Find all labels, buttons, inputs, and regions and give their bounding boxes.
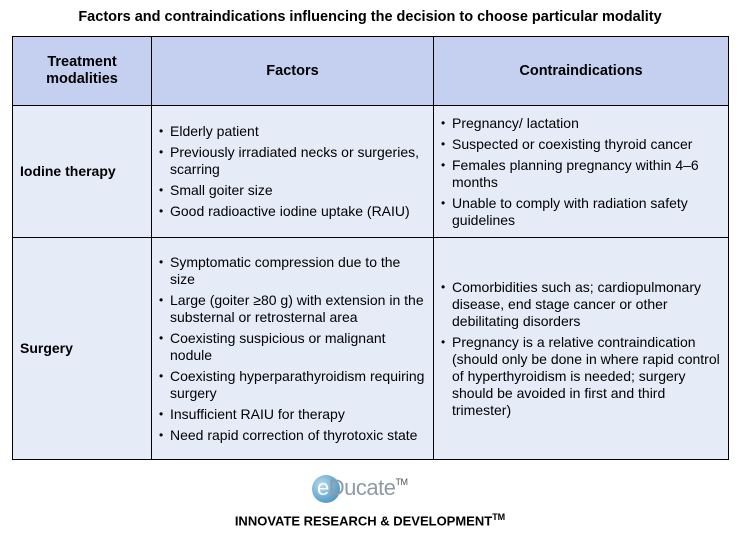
modality-cell: Surgery <box>13 238 152 460</box>
factors-cell <box>152 106 434 238</box>
table-header-row <box>13 37 729 106</box>
modality-cell: Iodine therapy <box>13 106 152 238</box>
contraindications-list <box>434 279 728 419</box>
factors-list <box>152 123 433 220</box>
list-item: • Elderly patient <box>152 123 433 140</box>
list-item: • Coexisting hyperparathyroidism requiring surgery <box>152 368 433 402</box>
header-treatment-modalities: Treatment modalities <box>13 37 152 106</box>
list-item: • Females planning pregnancy within 4–6 months <box>434 157 728 191</box>
header-factors: Factors <box>152 37 434 106</box>
logo-wordmark: eDucate™ <box>317 475 408 500</box>
trademark-mark: TM <box>492 512 506 522</box>
list-item: • Insufficient RAIU for therapy <box>152 406 433 423</box>
contraindications-cell <box>434 238 729 460</box>
list-item: • Pregnancy/ lactation <box>434 115 728 132</box>
list-item: • Symptomatic compression due to the size <box>152 254 433 288</box>
header-contraindications: Contraindications <box>434 37 729 106</box>
list-item: • Need rapid correction of thyrotoxic state <box>152 427 433 444</box>
list-item: • Unable to comply with radiation safety guidelines <box>434 195 728 229</box>
list-item: • Good radioactive iodine uptake (RAIU) <box>152 203 433 220</box>
page-title: Factors and contraindications influencing the decision to choose particular modality <box>78 9 662 25</box>
list-item: • Small goiter size <box>152 182 433 199</box>
table-row-iodine-therapy <box>13 106 729 238</box>
list-item: • Pregnancy is a relative contraindication (should only be done in where rapid control of hyperthyroidism is needed; surgery should be avoided in first and third trimester) <box>434 334 728 419</box>
list-item: • Coexisting suspicious or malignant nodule <box>152 330 433 364</box>
factors-list <box>152 254 433 444</box>
contraindications-cell <box>434 106 729 238</box>
list-item: • Comorbidities such as; cardiopulmonary disease, end stage cancer or other debilitating disorders <box>434 279 728 330</box>
table-row-surgery <box>13 238 729 460</box>
educate-logo <box>310 474 440 504</box>
list-item: • Large (goiter ≥80 g) with extension in the substernal or retrosternal area <box>152 292 433 326</box>
list-item: • Suspected or coexisting thyroid cancer <box>434 136 728 153</box>
modality-table <box>12 36 729 460</box>
footer-tagline: INNOVATE RESEARCH & DEVELOPMENT™ <box>234 512 506 529</box>
factors-cell <box>152 238 434 460</box>
contraindications-list <box>434 115 728 229</box>
list-item: • Previously irradiated necks or surgeries, scarring <box>152 144 433 178</box>
